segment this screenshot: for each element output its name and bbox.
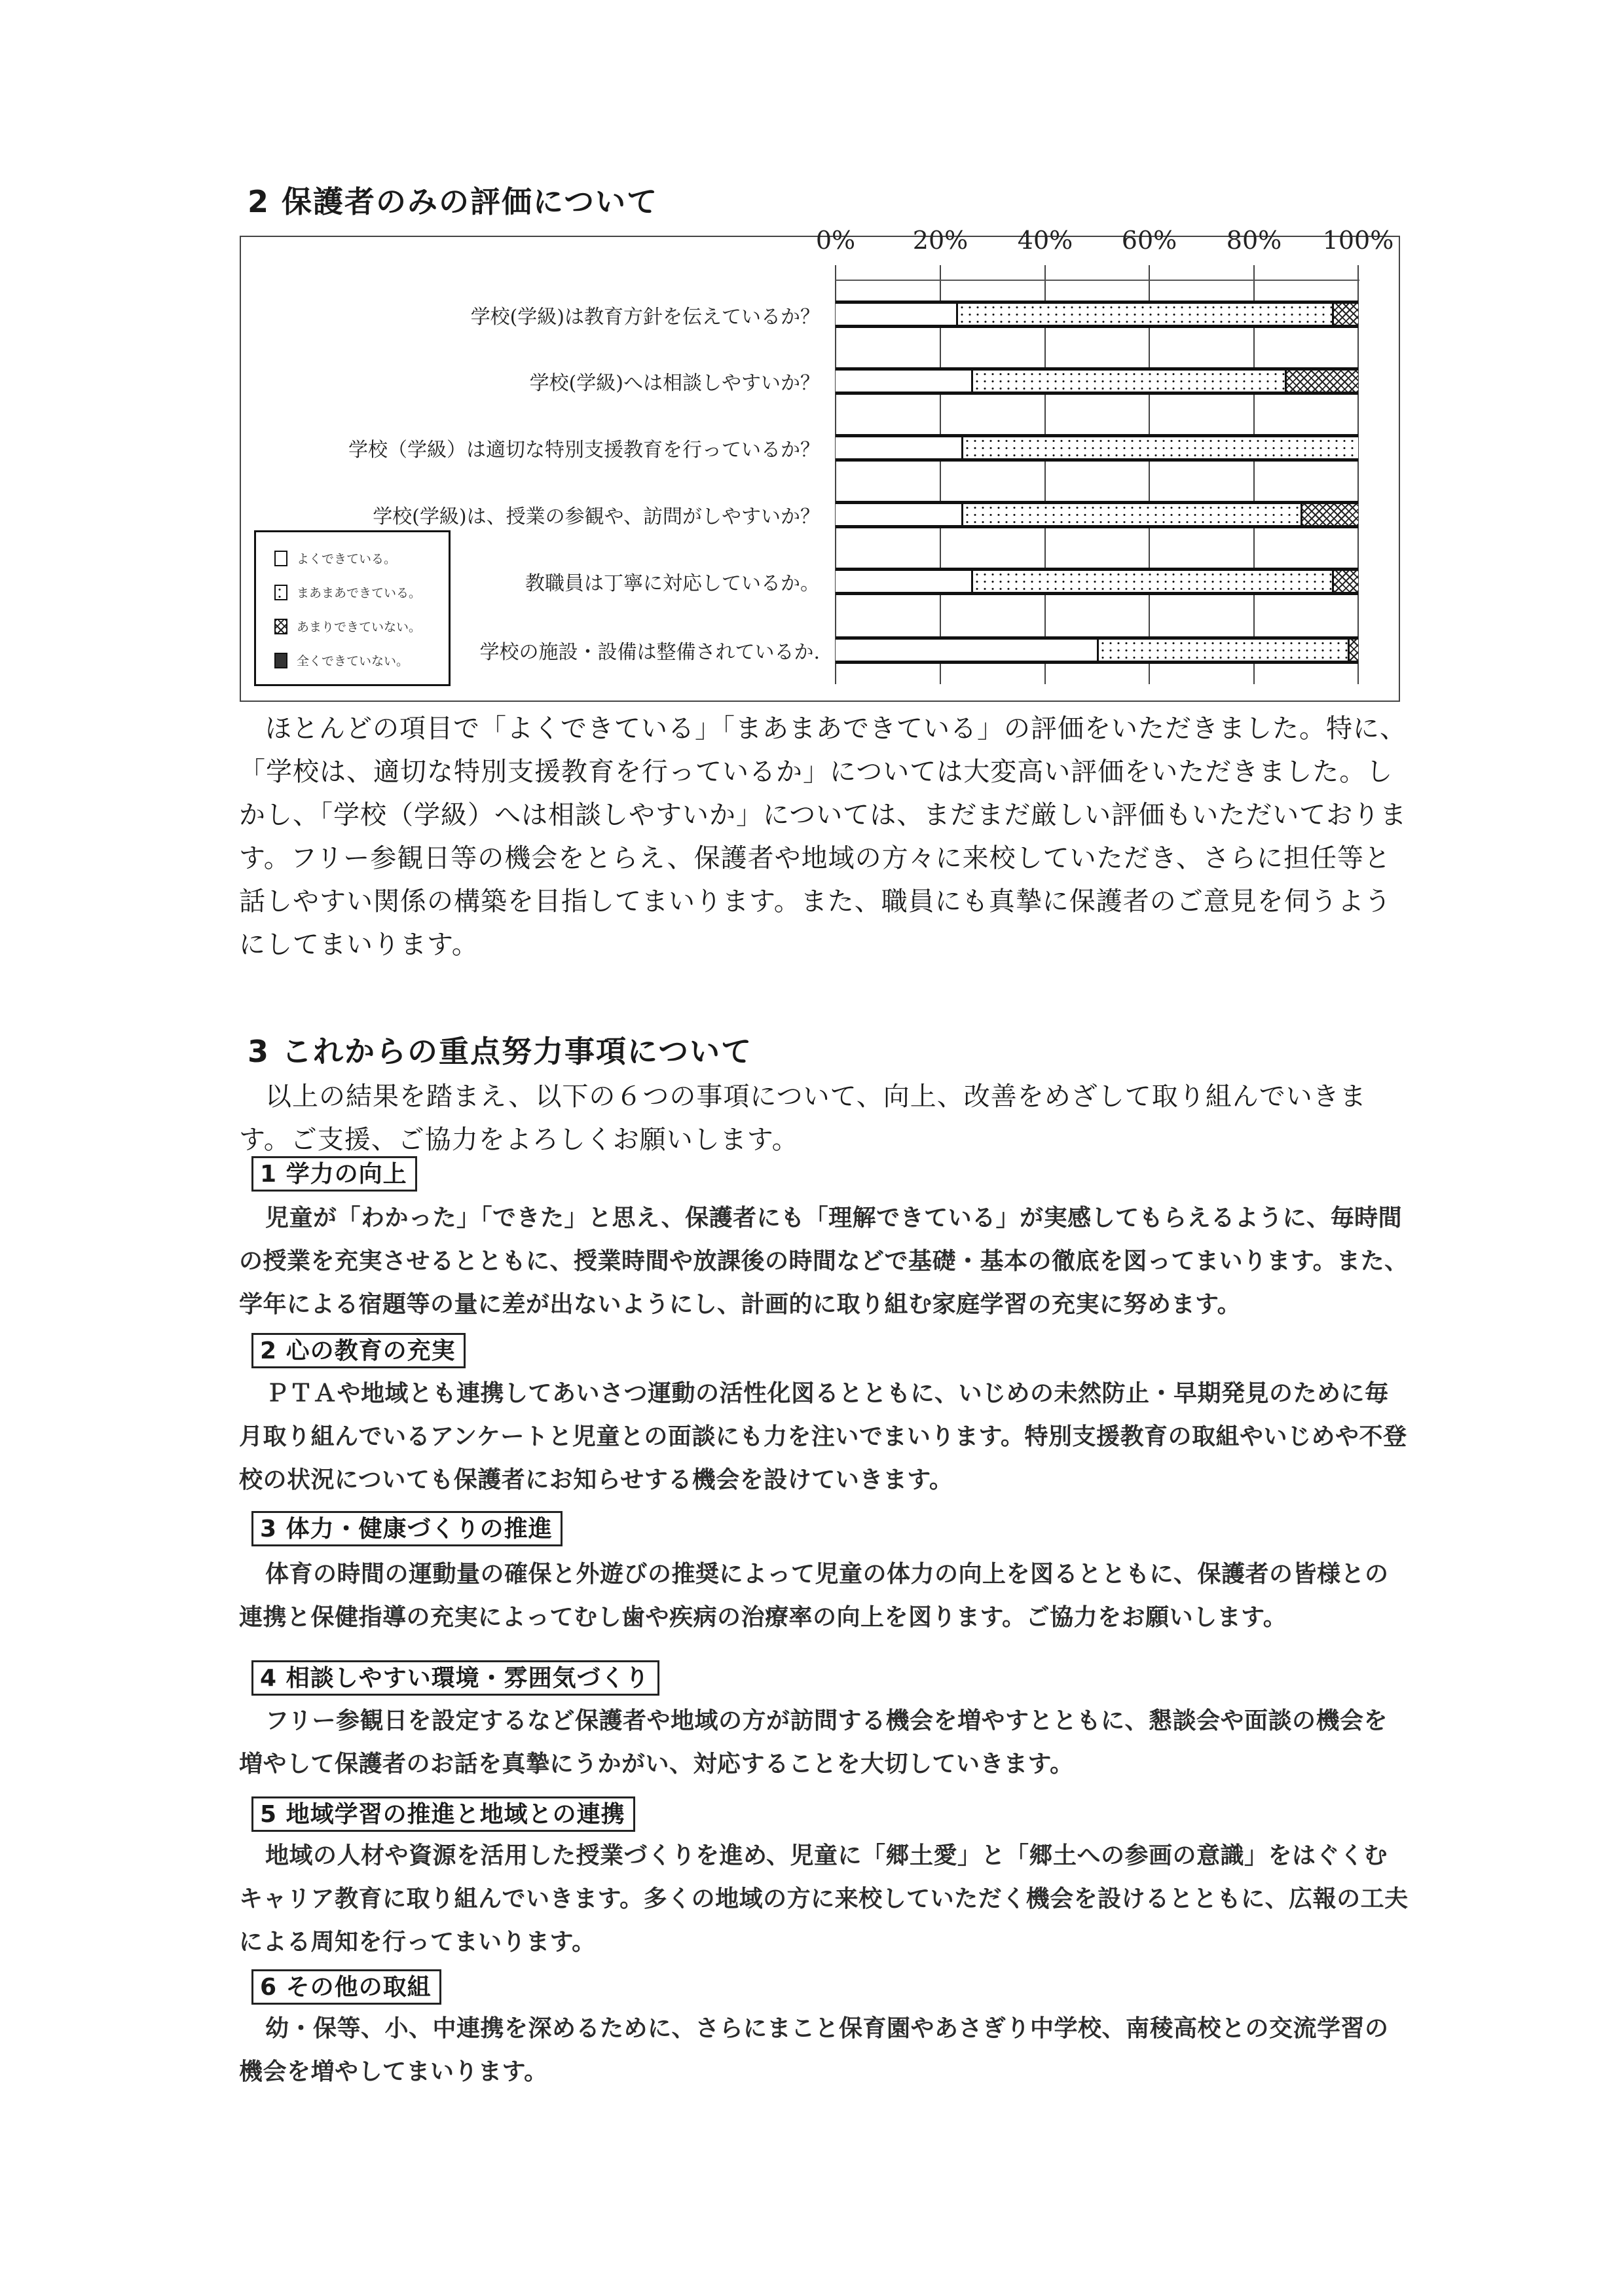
legend-item-none [274,651,409,669]
x-tick-label: 20% [912,226,969,255]
chart-legend [254,530,451,686]
item-body-3: 体育の時間の運動量の確保と外遊びの推奨によって児童の体力の向上を図るとともに、保護者の皆様との連携と保健指導の充実によってむし歯や疾病の治療率の向上を図ります。ご協力をお願いします。 [239,1561,1389,1631]
bar-segment-poor [1332,304,1358,325]
bar-segment-poor [1301,504,1358,525]
legend-label: 全くできていない。 [297,654,409,668]
item-body-5: 地域の人材や資源を活用した授業づくりを進め、児童に「郷土愛」と「郷土への参画の意識」をはぐくむキャリア教育に取り組んでいきます。多くの地域の方に来校していただく機会を設けるとともに、広報の工夫による周知を行ってまいります。 [239,1842,1409,1956]
bar-segment-good [836,504,961,525]
legend-item-good [274,549,396,567]
gridline [1357,265,1359,684]
item-heading-5: 5 地域学習の推進と地域との連携 [251,1796,635,1832]
question-label: 学校(学級)は教育方針を伝えているか？ [470,306,820,329]
section-3-intro: 以上の結果を踏まえ、以下の６つの事項について、向上、改善をめざして取り組んでいきます。ご支援、ご協力をよろしくお願いします。 [239,1082,1367,1155]
question-label: 教職員は丁寧に対応しているか。 [525,572,820,595]
item-body-4: フリー参観日を設定するなど保護者や地域の方が訪問する機会を増やすとともに、懇談会や面談の機会を増やして保護者のお話を真摯にうかがい、対応することを大切していきます。 [239,1707,1388,1777]
legend-label: あまりできていない。 [297,620,422,634]
gridline [1044,265,1046,684]
x-tick-label: 0% [815,226,856,255]
stacked-bar [836,301,1358,328]
item-heading-3: 3 体力・健康づくりの推進 [251,1511,563,1546]
x-axis-line [836,280,1359,281]
bar-segment-good [836,571,971,592]
section-2-title: 2 保護者のみの評価について [248,184,659,219]
stacked-bar [836,501,1358,528]
x-tick-label: 80% [1226,226,1282,255]
bar-segment-poor [1348,640,1358,661]
legend-label: まあまあできている。 [297,586,422,600]
solid-swatch-icon [274,653,287,668]
stacked-bar [836,568,1358,595]
bar-segment-fair [971,571,1332,592]
bar-segment-good [836,371,971,392]
bar-segment-fair [961,504,1301,525]
stacked-bar [836,367,1358,395]
bar-segment-good [836,304,956,325]
item-body-2: ＰＴＡや地域とも連携してあいさつ運動の活性化図るとともに、いじめの未然防止・早期発見のために毎月取り組んでいるアンケートと児童との面談にも力を注いでまいります。特別支援教育の取組やいじめや不登校の状況についても保護者にお知らせする機会を設けていきます。 [239,1380,1407,1493]
question-label: 学校の施設・設備は整備されているか. [479,641,820,664]
bar-segment-poor [1285,371,1358,392]
question-label: 学校（学級）は適切な特別支援教育を行っているか？ [348,439,820,462]
bar-segment-good [836,640,1097,661]
gridline [1253,265,1255,684]
legend-label: よくできている。 [297,552,397,566]
gridline [1149,265,1150,684]
bar-segment-fair [971,371,1285,392]
legend-item-poor [274,617,421,635]
bar-segment-good [836,437,961,458]
item-body-6: 幼・保等、小、中連携を深めるために、さらにまこと保育園やあさぎり中学校、南稜高校との交流学習の機会を増やしてまいります。 [239,2015,1389,2085]
bar-segment-poor [1332,571,1358,592]
x-tick-label: 60% [1121,226,1177,255]
stacked-bar [836,636,1358,664]
crosshatch-swatch-icon [274,619,287,634]
gridline [940,265,941,684]
x-tick-label: 100% [1322,226,1394,255]
white-swatch-icon [274,551,287,566]
gridline [835,265,836,684]
legend-item-fair [274,583,421,601]
item-heading-6: 6 その他の取組 [251,1969,441,2005]
bar-segment-fair [961,437,1358,458]
stacked-bar [836,434,1358,462]
question-label: 学校(学級)へは相談しやすいか？ [529,372,820,395]
item-heading-2: 2 心の教育の充実 [251,1333,466,1368]
section-2-paragraph: ほとんどの項目で「よくできている」「まあまあできている」の評価をいただきました。特に、「学校は、適切な特別支援教育を行っているか」については大変高い評価をいただきました。しかし、「学校（学級）へは相談しやすいか」については、まだまだ厳しい評価もいただいております。フリー参観日等の機会をとらえ、保護者や地域の方々に来校していただき、さらに担任等と話しやすい関係の構築を目指してまいります。また、職員にも真摯に保護者のご意見を伺うようにしてまいります。 [239,714,1407,960]
item-heading-1: 1 学力の向上 [251,1156,417,1192]
x-tick-label: 40% [1017,226,1073,255]
question-label: 学校(学級)は、授業の参観や、訪問がしやすいか？ [373,505,820,528]
bar-segment-fair [1097,640,1348,661]
item-heading-4: 4 相談しやすい環境・雰囲気づくり [251,1660,659,1696]
bar-segment-fair [956,304,1333,325]
section-3-title: 3 これからの重点努力事項について [248,1034,753,1069]
item-body-1: 児童が「わかった」「できた」と思え、保護者にも「理解できている」が実感してもらえるように、毎時間の授業を充実させるとともに、授業時間や放課後の時間などで基礎・基本の徹底を図ってまいります。また、学年による宿題等の量に差が出ないようにし、計画的に取り組む家庭学習の充実に努めます。 [239,1205,1409,1318]
dotted-swatch-icon [274,585,287,600]
